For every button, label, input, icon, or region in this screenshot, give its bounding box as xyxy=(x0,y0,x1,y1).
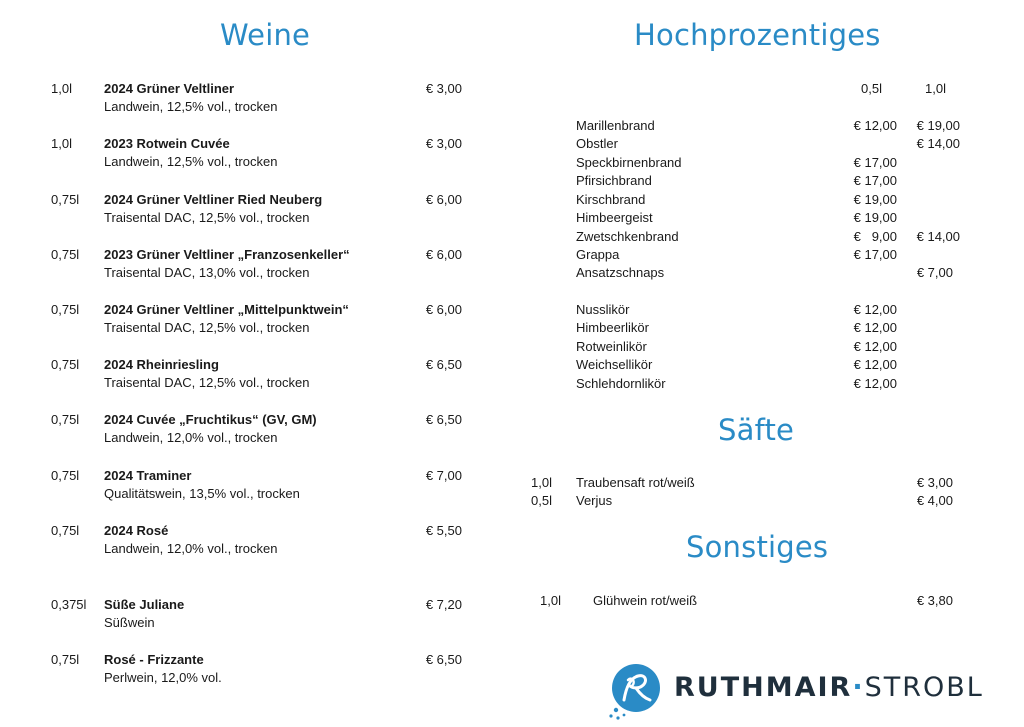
wine-name: 2023 Rotwein Cuvée xyxy=(104,136,230,151)
liqueur-name: Schlehdornlikör xyxy=(576,376,666,391)
liqueur-name: Weichsellikör xyxy=(576,357,653,372)
brand-first-name: RUTHMAIR xyxy=(674,672,853,703)
spirit-price-half: € 17,00 xyxy=(853,155,897,170)
brand-wordmark xyxy=(674,672,984,703)
liqueur-price-half: € 12,00 xyxy=(853,302,897,317)
ruthmair-strobl-logo xyxy=(606,660,984,724)
spirit-price-half: € 19,00 xyxy=(853,210,897,225)
spirit-price-half: € 19,00 xyxy=(853,192,897,207)
wine-description: Landwein, 12,5% vol., trocken xyxy=(104,154,278,169)
wine-price: € 6,00 xyxy=(425,192,462,207)
misc-size: 1,0l xyxy=(540,593,561,608)
section-title-hochprozentiges: Hochprozentiges xyxy=(634,18,881,52)
spirit-name: Obstler xyxy=(576,136,618,151)
spirit-name: Zwetschkenbrand xyxy=(576,229,679,244)
wine-name: 2024 Traminer xyxy=(104,468,192,483)
section-title-saefte: Säfte xyxy=(718,413,795,447)
wine-name: 2024 Rosé xyxy=(104,523,169,538)
juice-name: Traubensaft rot/weiß xyxy=(576,475,695,490)
column-header-liter: 1,0l xyxy=(925,81,946,96)
juice-name: Verjus xyxy=(576,493,613,508)
ruthmair-strobl-logo-icon xyxy=(606,660,670,724)
wine-description: Traisental DAC, 12,5% vol., trocken xyxy=(104,210,310,225)
spirit-name: Kirschbrand xyxy=(576,192,646,207)
spirit-price-full: € 19,00 xyxy=(916,118,960,133)
liqueur-name: Rotweinlikör xyxy=(576,339,647,354)
wine-description: Traisental DAC, 12,5% vol., trocken xyxy=(104,320,310,335)
wine-price: € 3,00 xyxy=(425,81,462,96)
wine-price: € 6,50 xyxy=(425,412,462,427)
wine-price: € 6,50 xyxy=(425,652,462,667)
juice-size: 0,5l xyxy=(531,493,552,508)
misc-name: Glühwein rot/weiß xyxy=(593,593,698,608)
spirit-name: Ansatzschnaps xyxy=(576,265,665,280)
spirit-name: Marillenbrand xyxy=(576,118,655,133)
wine-name: 2024 Cuvée „Fruchtikus“ (GV, GM) xyxy=(104,412,317,427)
wine-name: Rosé - Frizzante xyxy=(104,652,204,667)
wine-size: 0,75l xyxy=(51,412,80,427)
spirit-price-full: € 14,00 xyxy=(916,229,960,244)
wine-price: € 7,00 xyxy=(425,468,462,483)
liqueur-price-half: € 12,00 xyxy=(853,339,897,354)
liqueur-price-half: € 12,00 xyxy=(853,320,897,335)
brand-separator: · xyxy=(852,672,865,703)
wine-price: € 6,00 xyxy=(425,247,462,262)
wine-size: 0,75l xyxy=(51,523,80,538)
wine-description: Landwein, 12,0% vol., trocken xyxy=(104,430,278,445)
liqueur-price-half: € 12,00 xyxy=(853,376,897,391)
liqueur-name: Himbeerlikör xyxy=(576,320,649,335)
wine-size: 0,75l xyxy=(51,302,80,317)
spirit-price-full: € 14,00 xyxy=(916,136,960,151)
wine-size: 1,0l xyxy=(51,136,72,151)
brand-last-name: STROBL xyxy=(864,672,984,703)
section-title-weine: Weine xyxy=(220,18,311,52)
wine-size: 0,375l xyxy=(51,597,87,612)
spirit-name: Speckbirnenbrand xyxy=(576,155,682,170)
wine-price: € 6,00 xyxy=(425,302,462,317)
wine-size: 0,75l xyxy=(51,652,80,667)
wine-price: € 5,50 xyxy=(425,523,462,538)
wine-price: € 7,20 xyxy=(425,597,462,612)
spirit-price-half: € 9,00 xyxy=(853,229,897,244)
wine-size: 0,75l xyxy=(51,247,80,262)
wine-size: 0,75l xyxy=(51,357,80,372)
liqueur-name: Nusslikör xyxy=(576,302,630,317)
wine-description: Qualitätswein, 13,5% vol., trocken xyxy=(104,486,300,501)
wine-description: Landwein, 12,0% vol., trocken xyxy=(104,541,278,556)
spirit-price-half: € 12,00 xyxy=(853,118,897,133)
wine-description: Perlwein, 12,0% vol. xyxy=(104,670,222,685)
juice-price: € 3,00 xyxy=(916,475,953,490)
wine-description: Süßwein xyxy=(104,615,155,630)
wine-size: 1,0l xyxy=(51,81,72,96)
spirit-price-half: € 17,00 xyxy=(853,173,897,188)
wine-name: 2023 Grüner Veltliner „Franzosenkeller“ xyxy=(104,247,350,262)
wine-name: 2024 Grüner Veltliner xyxy=(104,81,235,96)
spirit-name: Himbeergeist xyxy=(576,210,653,225)
wine-description: Landwein, 12,5% vol., trocken xyxy=(104,99,278,114)
wine-size: 0,75l xyxy=(51,192,80,207)
wine-name: 2024 Grüner Veltliner Ried Neuberg xyxy=(104,192,323,207)
wine-price: € 6,50 xyxy=(425,357,462,372)
wine-size: 0,75l xyxy=(51,468,80,483)
spirit-price-half: € 17,00 xyxy=(853,247,897,262)
wine-price: € 3,00 xyxy=(425,136,462,151)
misc-price: € 3,80 xyxy=(916,593,953,608)
section-title-sonstiges: Sonstiges xyxy=(686,530,829,564)
wine-name: 2024 Grüner Veltliner „Mittelpunktwein“ xyxy=(104,302,349,317)
juice-price: € 4,00 xyxy=(916,493,953,508)
spirit-price-full: € 7,00 xyxy=(916,265,953,280)
wine-description: Traisental DAC, 13,0% vol., trocken xyxy=(104,265,310,280)
liqueur-price-half: € 12,00 xyxy=(853,357,897,372)
spirit-name: Grappa xyxy=(576,247,620,262)
spirit-name: Pfirsichbrand xyxy=(576,173,652,188)
juice-size: 1,0l xyxy=(531,475,552,490)
column-header-half-liter: 0,5l xyxy=(861,81,882,96)
wine-name: 2024 Rheinriesling xyxy=(104,357,219,372)
wine-name: Süße Juliane xyxy=(104,597,185,612)
wine-description: Traisental DAC, 12,5% vol., trocken xyxy=(104,375,310,390)
